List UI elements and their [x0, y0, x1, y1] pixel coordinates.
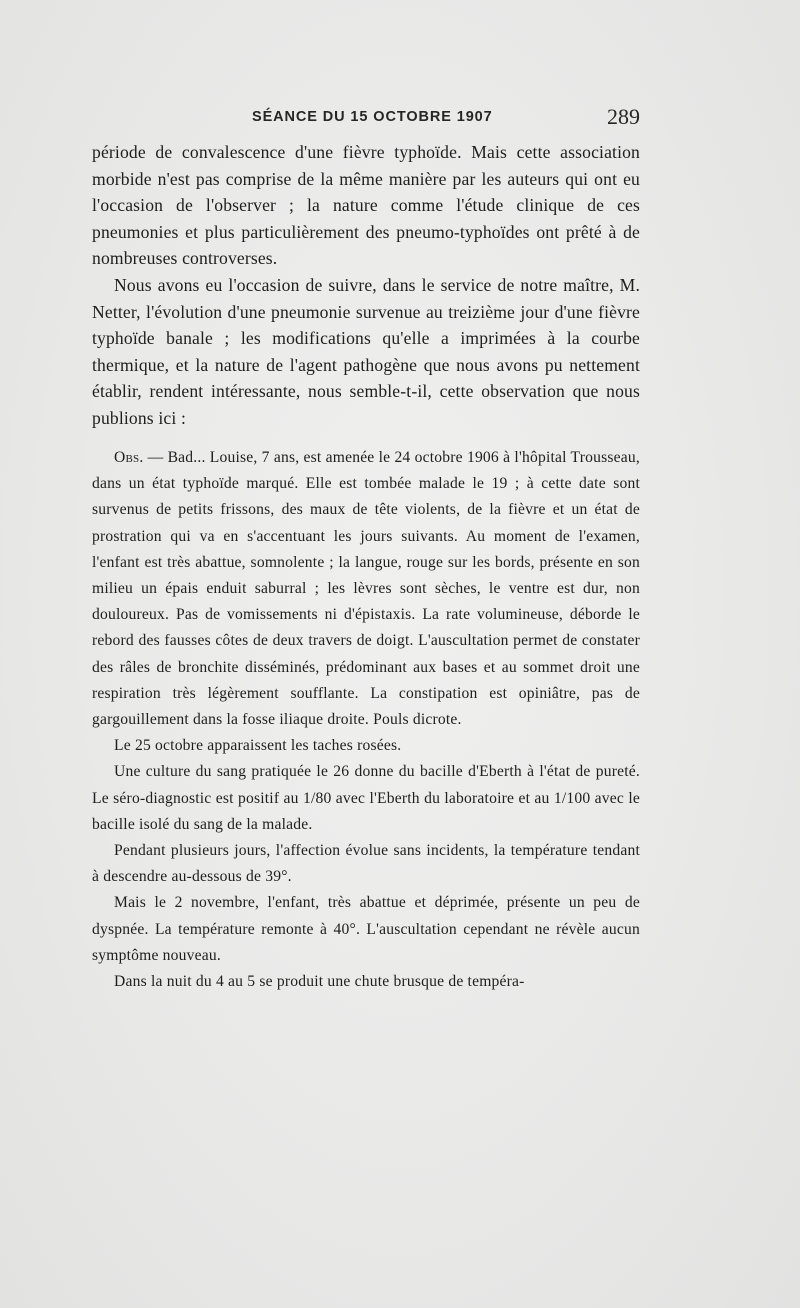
- page-header: [92, 104, 640, 134]
- observation-paragraph-3: Une culture du sang pratiquée le 26 donne du bacille d'Eberth à l'état de pureté. Le séro-diagnostic est positif au 1/80 avec l'Eberth du laboratoire et au 1/100 avec le bacille isolé du sang de la malade.: [92, 763, 640, 833]
- observation-paragraph-6: Dans la nuit du 4 au 5 se produit une chute brusque de tempéra-: [114, 973, 525, 991]
- observation-text-1: — Bad... Louise, 7 ans, est amenée le 24 octobre 1906 à l'hôpital Trousseau, dans un état typhoïde marqué. Elle est tombée malade le 19 ; à cette date sont survenus de petits frissons, des maux de tête violents, de la fièvre et un état de prostration qui va en s'accentuant les jours suivants. Au moment de l'examen, l'enfant est très abattue, somnolente ; la langue, rouge sur les bords, présente en son milieu un épais enduit saburral ; les lèvres sont sèches, le ventre est dur, non douloureux. Pas de vomissements ni d'épistaxis. La rate volumineuse, déborde le rebord des fausses côtes de deux travers de doigt. L'auscultation permet de constater des râles de bronchite disséminés, prédominant aux bases et au sommet droit une respiration très légèrement soufflante. La constipation est opiniâtre, pas de gargouillement dans la fosse iliaque droite. Pouls dicrote.: [92, 449, 640, 729]
- observation-paragraph-2: Le 25 octobre apparaissent les taches rosées.: [114, 737, 402, 755]
- observation-block: [92, 445, 640, 995]
- main-text: [92, 139, 640, 432]
- paragraph-1: période de convalescence d'une fièvre typhoïde. Mais cette association morbide n'est pas comprise de la même manière par les auteurs qui ont eu l'occasion de l'observer ; la nature comme l'étude clinique de ces pneumonies et plus particulièrement des pneumo-typhoïdes ont prêté à de nombreuses controverses.: [92, 142, 640, 269]
- observation-label: Obs.: [114, 449, 144, 466]
- observation-paragraph-5: Mais le 2 novembre, l'enfant, très abattue et déprimée, présente un peu de dyspnée. La température remonte à 40°. L'auscultation cependant ne révèle aucun symptôme nouveau.: [92, 894, 640, 964]
- observation-paragraph-4: Pendant plusieurs jours, l'affection évolue sans incidents, la température tendant à descendre au-dessous de 39°.: [92, 842, 640, 886]
- observation-paragraph-1: [92, 445, 640, 733]
- page-number: 289: [607, 104, 640, 129]
- paragraph-2: Nous avons eu l'occasion de suivre, dans le service de notre maître, M. Netter, l'évolution d'une pneumonie survenue au treizième jour d'une fièvre typhoïde banale ; les modifications qu'elle a imprimées à la courbe thermique, et la nature de l'agent pathogène que nous avons pu nettement établir, rendent intéressante, nous semble-t-il, cette observation que nous publions ici :: [92, 274, 640, 428]
- running-head: SÉANCE DU 15 OCTOBRE 1907: [252, 109, 493, 125]
